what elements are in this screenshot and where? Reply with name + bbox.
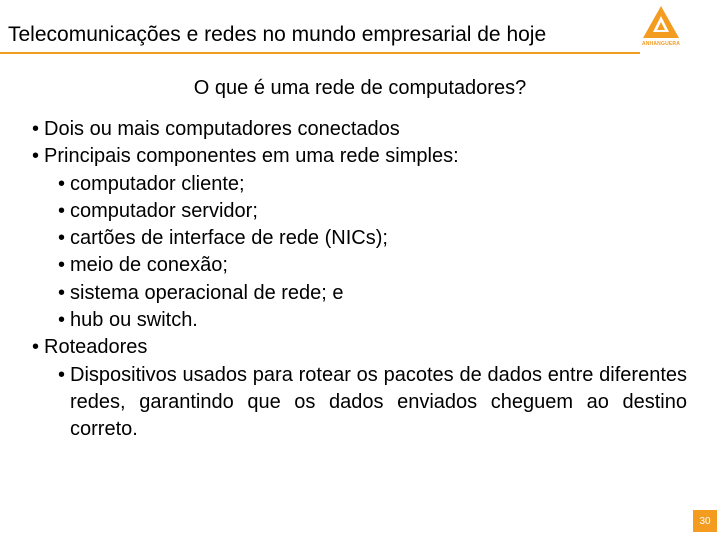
bullet-text: meio de conexão;	[70, 254, 228, 277]
bullet-dot: •	[58, 254, 66, 277]
bullet-text: cartões de interface de rede (NICs);	[70, 227, 388, 250]
sub-bullet-item	[32, 171, 687, 198]
bullet-text: hub ou switch.	[70, 309, 198, 332]
logo-text: ANHANGUERA	[641, 41, 681, 47]
bullet-dot: •	[32, 118, 40, 140]
bullet-dot: •	[58, 172, 66, 195]
bullet-text: Roteadores	[44, 336, 148, 359]
page-number-badge: 30	[693, 510, 717, 532]
bullet-text: computador cliente;	[70, 172, 245, 195]
sub-bullet-item	[32, 252, 687, 279]
sub-bullet-item	[32, 198, 687, 225]
bullet-text: Principais componentes em uma rede simples:	[44, 145, 459, 168]
bullet-item	[32, 334, 687, 361]
logo-triangle-icon	[641, 4, 681, 40]
slide-subtitle: O que é uma rede de computadores?	[193, 77, 527, 99]
slide-content	[32, 116, 687, 444]
sub-bullet-row	[58, 362, 687, 444]
logo	[641, 4, 681, 50]
bullet-text: computador servidor;	[70, 199, 258, 222]
sub-bullet-item	[32, 225, 687, 252]
bullet-dot: •	[32, 145, 40, 168]
bullet-dot: •	[58, 363, 66, 386]
bullet-dot: •	[32, 336, 40, 359]
bullet-item	[32, 116, 687, 143]
sub-bullet-item	[32, 280, 687, 307]
bullet-dot: •	[58, 281, 66, 304]
bullet-text: Dispositivos usados para rotear os pacotes de dados entre diferentes redes, garantindo que os dados enviados cheguem ao destino correto.	[70, 363, 687, 441]
bullet-text: sistema operacional de rede; e	[70, 281, 344, 304]
header-title: Telecomunicações e redes no mundo empresarial de hoje	[8, 23, 547, 46]
bullet-item	[32, 143, 687, 170]
bullet-text: Dois ou mais computadores conectados	[44, 118, 400, 140]
header-rule	[0, 52, 640, 54]
sub-bullet-item	[32, 307, 687, 334]
bullet-dot: •	[58, 227, 66, 250]
bullet-dot: •	[58, 309, 66, 332]
sub-bullet-item	[32, 362, 687, 444]
bullet-dot: •	[58, 199, 66, 222]
